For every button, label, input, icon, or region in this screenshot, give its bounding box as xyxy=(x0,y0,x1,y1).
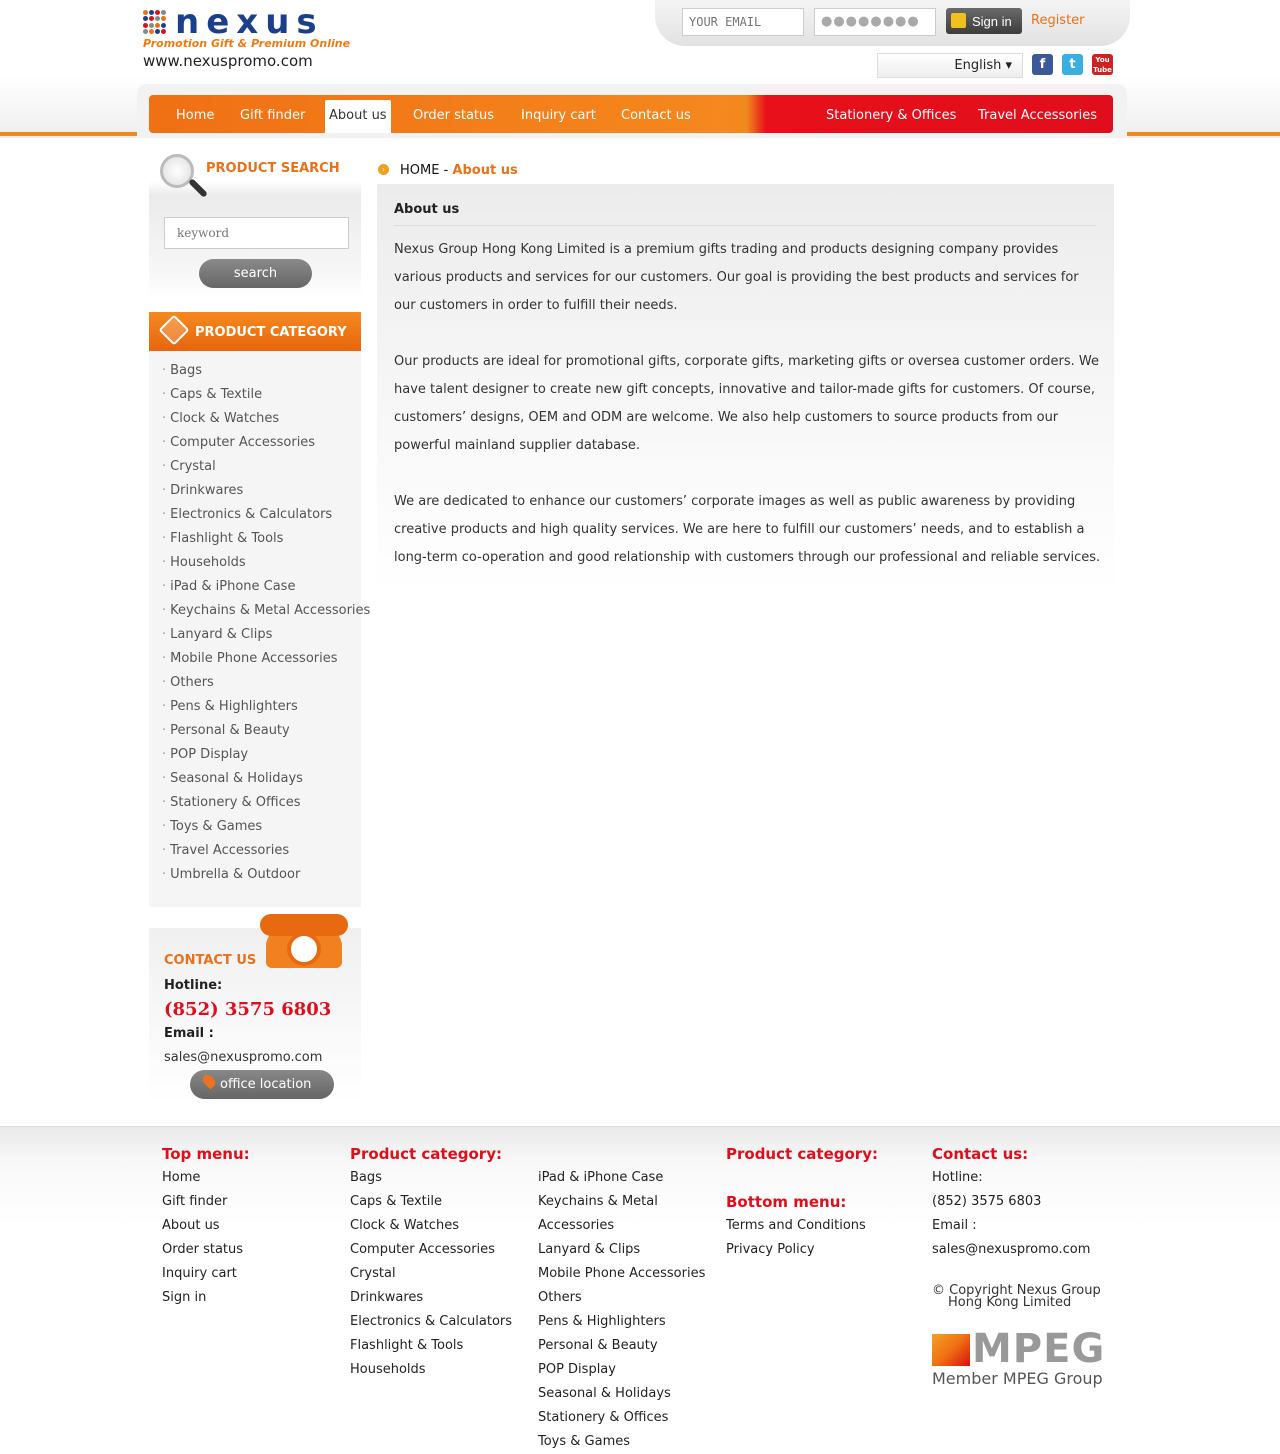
site-logo[interactable] xyxy=(141,2,351,72)
language-select[interactable]: English ▾ xyxy=(877,53,1023,78)
mpeg-logo[interactable] xyxy=(932,1326,1107,1394)
bullet-icon: · xyxy=(162,747,167,762)
footer-category-pens-and-highlighters[interactable]: Pens & Highlighters xyxy=(538,1314,666,1329)
facebook-icon[interactable]: f xyxy=(1032,54,1053,75)
breadcrumb xyxy=(400,163,518,178)
category-item-label: Umbrella & Outdoor xyxy=(170,867,301,882)
footer-category-ipad-and-iphone-case[interactable]: iPad & iPhone Case xyxy=(538,1170,664,1185)
nav-order-status[interactable]: Order status xyxy=(413,108,495,123)
footer-category-mobile-phone-accessories[interactable]: Mobile Phone Accessories xyxy=(538,1266,706,1281)
bullet-icon: · xyxy=(162,651,167,666)
about-paragraph-2: Our products are ideal for promotional gifts, corporate gifts, marketing gifts or oversea customer orders. We have talent designer to create new gift concepts, innovative and tailor-made gifts for customers. Of course, customers’ designs, OEM and ODM are welcome. We also help customers to source products from our powerful mainland supplier database. xyxy=(394,354,1099,453)
category-item-clock-and-watches[interactable] xyxy=(162,407,370,431)
copyright-line-2: Hong Kong Limited xyxy=(948,1295,1072,1310)
category-list xyxy=(162,359,370,887)
footer-category-seasonal-and-holidays[interactable]: Seasonal & Holidays xyxy=(538,1386,671,1401)
office-location-button[interactable] xyxy=(190,1070,334,1099)
about-paragraph-1: Nexus Group Hong Kong Limited is a premium gifts trading and products designing company provides various products and services for our customers. Our goal is providing the best products and services for our customers in order to fulfill their needs. xyxy=(394,242,1079,313)
footer-product-category xyxy=(350,1142,512,1382)
footer-link-gift-finder[interactable]: Gift finder xyxy=(162,1194,228,1209)
mpeg-mark-icon xyxy=(932,1334,970,1366)
bullet-icon: · xyxy=(162,579,167,594)
category-item-toys-and-games[interactable] xyxy=(162,815,370,839)
category-item-label: Mobile Phone Accessories xyxy=(170,651,338,666)
category-item-label: Bags xyxy=(170,363,203,378)
contact-title: CONTACT US xyxy=(164,953,257,968)
hotline-number: (852) 3575 6803 xyxy=(164,999,332,1020)
bullet-icon: · xyxy=(162,843,167,858)
footer-category-lanyard-and-clips[interactable]: Lanyard & Clips xyxy=(538,1242,641,1257)
footer-link-order-status[interactable]: Order status xyxy=(162,1242,244,1257)
category-item-label: Travel Accessories xyxy=(170,843,290,858)
about-text xyxy=(394,236,1102,600)
category-item-label: Caps & Textile xyxy=(170,387,263,402)
nav-travel-accessories[interactable]: Travel Accessories xyxy=(978,108,1097,123)
product-search-title: PRODUCT SEARCH xyxy=(206,161,340,176)
category-item-pop-display[interactable] xyxy=(162,743,370,767)
password-input[interactable]: ●●●●●●●● xyxy=(814,8,936,36)
footer-category-keychains-and-metal[interactable]: Keychains & Metal xyxy=(538,1194,658,1209)
category-item-label: Pens & Highlighters xyxy=(170,699,298,714)
email-label: Email : xyxy=(164,1026,214,1041)
logo-url: www.nexuspromo.com xyxy=(143,52,313,70)
breadcrumb-separator: - xyxy=(439,163,453,178)
logo-dots-icon xyxy=(143,10,167,34)
footer-category-computer-accessories[interactable]: Computer Accessories xyxy=(350,1242,495,1257)
search-button[interactable]: search xyxy=(199,259,312,288)
footer-product-category-title: Product category: xyxy=(350,1145,502,1163)
category-item-label: POP Display xyxy=(170,747,249,762)
bullet-icon: · xyxy=(162,675,167,690)
footer-product-category-col2 xyxy=(538,1166,705,1454)
footer-category-personal-and-beauty[interactable]: Personal & Beauty xyxy=(538,1338,658,1353)
nav-stationery-offices[interactable]: Stationery & Offices xyxy=(826,108,957,123)
footer-top-menu-title: Top menu: xyxy=(162,1145,250,1163)
category-item-others[interactable] xyxy=(162,671,370,695)
sign-in-label: Sign in xyxy=(972,13,1012,29)
bullet-icon: · xyxy=(162,507,167,522)
twitter-icon[interactable]: t xyxy=(1062,54,1083,75)
category-item-seasonal-and-holidays[interactable] xyxy=(162,767,370,791)
breadcrumb-current: About us xyxy=(452,163,518,178)
category-item-label: Electronics & Calculators xyxy=(170,507,333,522)
footer-category-others[interactable]: Others xyxy=(538,1290,582,1305)
breadcrumb-arrow-icon: › xyxy=(378,164,389,175)
keyword-input[interactable] xyxy=(164,217,349,249)
category-item-lanyard-and-clips[interactable] xyxy=(162,623,370,647)
category-item-personal-and-beauty[interactable] xyxy=(162,719,370,743)
footer-bottom-menu-title: Bottom menu: xyxy=(726,1193,847,1211)
footer-category-bags[interactable]: Bags xyxy=(350,1170,382,1185)
category-item-label: Toys & Games xyxy=(170,819,263,834)
category-item-label: Lanyard & Clips xyxy=(170,627,273,642)
category-item-ipad-and-iphone-case[interactable] xyxy=(162,575,370,599)
sign-in-button[interactable] xyxy=(946,8,1022,34)
footer-category-caps-and-textile[interactable]: Caps & Textile xyxy=(350,1194,442,1209)
category-item-umbrella-and-outdoor[interactable] xyxy=(162,863,370,887)
category-item-bags[interactable] xyxy=(162,359,370,383)
footer-link-inquiry-cart[interactable]: Inquiry cart xyxy=(162,1266,237,1281)
category-item-keychains-and-metal-accessories[interactable] xyxy=(162,599,370,623)
about-paragraph-3: We are dedicated to enhance our customers’ corporate images as well as public awareness by providing creative products and high quality services. We are here to fulfill our customers’ needs, and to establish a long-term co-operation and good relationship with customers through our professional and reliable services. xyxy=(394,494,1101,565)
footer-category-pop-display[interactable]: POP Display xyxy=(538,1362,616,1377)
footer-category-households[interactable]: Households xyxy=(350,1362,426,1377)
footer-contact xyxy=(932,1142,1090,1262)
hotline-label: Hotline: xyxy=(164,978,223,993)
footer-category-clock-and-watches[interactable]: Clock & Watches xyxy=(350,1218,459,1233)
category-item-label: Crystal xyxy=(170,459,216,474)
footer-link-privacy-policy[interactable]: Privacy Policy xyxy=(726,1242,815,1257)
bullet-icon: · xyxy=(162,699,167,714)
category-item-label: iPad & iPhone Case xyxy=(170,579,296,594)
category-item-electronics-and-calculators[interactable] xyxy=(162,503,370,527)
footer-category-accessories[interactable]: Accessories xyxy=(538,1218,615,1233)
footer-link-home[interactable]: Home xyxy=(162,1170,201,1185)
bullet-icon: · xyxy=(162,723,167,738)
nav-home[interactable]: Home xyxy=(176,108,215,123)
footer-link-terms-and-conditions[interactable]: Terms and Conditions xyxy=(726,1218,866,1233)
bullet-icon: · xyxy=(162,795,167,810)
footer-contact-item-sales-nexuspromo-com: sales@nexuspromo.com xyxy=(932,1242,1091,1257)
bullet-icon: · xyxy=(162,387,167,402)
bullet-icon: · xyxy=(162,531,167,546)
category-item-label: Clock & Watches xyxy=(170,411,280,426)
youtube-icon[interactable]: You Tube xyxy=(1093,56,1112,74)
bullet-icon: · xyxy=(162,459,167,474)
footer-category-crystal[interactable]: Crystal xyxy=(350,1266,396,1281)
category-item-label: Personal & Beauty xyxy=(170,723,290,738)
footer-category-electronics-and-calculators[interactable]: Electronics & Calculators xyxy=(350,1314,513,1329)
nav-gift-finder[interactable]: Gift finder xyxy=(240,108,306,123)
footer-contact-item-852-3575-6803: (852) 3575 6803 xyxy=(932,1194,1042,1209)
footer-category-flashlight-and-tools[interactable]: Flashlight & Tools xyxy=(350,1338,464,1353)
bullet-icon: · xyxy=(162,411,167,426)
contact-email-link[interactable]: sales@nexuspromo.com xyxy=(164,1050,323,1065)
copyright-line-1: © Copyright Nexus Group xyxy=(932,1283,1101,1298)
category-item-mobile-phone-accessories[interactable] xyxy=(162,647,370,671)
nav-about-us[interactable]: About us xyxy=(325,100,391,133)
bullet-icon: · xyxy=(162,771,167,786)
category-item-label: Keychains & Metal Accessories xyxy=(170,603,371,618)
category-item-computer-accessories[interactable] xyxy=(162,431,370,455)
footer-product-category-2 xyxy=(726,1142,878,1262)
footer-category-stationery-and-offices[interactable]: Stationery & Offices xyxy=(538,1410,669,1425)
email-input[interactable] xyxy=(682,8,804,36)
footer-contact-item-email: Email : xyxy=(932,1218,977,1233)
category-item-label: Seasonal & Holidays xyxy=(170,771,303,786)
category-item-travel-accessories[interactable] xyxy=(162,839,370,863)
category-item-label: Computer Accessories xyxy=(170,435,316,450)
nav-inquiry-cart[interactable]: Inquiry cart xyxy=(521,108,596,123)
category-item-flashlight-and-tools[interactable] xyxy=(162,527,370,551)
footer-contact-title: Contact us: xyxy=(932,1145,1029,1163)
category-item-crystal[interactable] xyxy=(162,455,370,479)
bullet-icon: · xyxy=(162,483,167,498)
category-item-label: Others xyxy=(170,675,214,690)
office-location-label: office location xyxy=(220,1077,312,1092)
logo-word: nexus xyxy=(175,2,324,42)
category-item-pens-and-highlighters[interactable] xyxy=(162,695,370,719)
sign-in-icon xyxy=(951,13,966,28)
category-item-label: Households xyxy=(170,555,246,570)
bullet-icon: · xyxy=(162,435,167,450)
category-item-stationery-and-offices[interactable] xyxy=(162,791,370,815)
bullet-icon: · xyxy=(162,603,167,618)
mpeg-subtitle: Member MPEG Group xyxy=(932,1369,1103,1388)
footer-product-category-2-title: Product category: xyxy=(726,1145,878,1163)
footer-link-about-us[interactable]: About us xyxy=(162,1218,220,1233)
footer-top-menu xyxy=(162,1142,250,1310)
breadcrumb-home[interactable]: HOME xyxy=(400,163,440,178)
mpeg-word: MPEG xyxy=(972,1326,1106,1372)
category-item-caps-and-textile[interactable] xyxy=(162,383,370,407)
category-item-households[interactable] xyxy=(162,551,370,575)
bullet-icon: · xyxy=(162,867,167,882)
product-category-title: PRODUCT CATEGORY xyxy=(195,325,347,340)
category-item-drinkwares[interactable] xyxy=(162,479,370,503)
logo-tagline: Promotion Gift & Premium Online xyxy=(143,37,351,50)
footer-link-sign-in[interactable]: Sign in xyxy=(162,1290,207,1305)
category-item-label: Flashlight & Tools xyxy=(170,531,284,546)
nav-contact-us[interactable]: Contact us xyxy=(621,108,691,123)
bullet-icon: · xyxy=(162,627,167,642)
category-item-label: Drinkwares xyxy=(170,483,244,498)
map-pin-icon xyxy=(201,1073,218,1090)
footer-contact-item-hotline: Hotline: xyxy=(932,1170,983,1185)
page-title: About us xyxy=(394,202,460,217)
title-divider xyxy=(394,225,1096,226)
register-link[interactable]: Register xyxy=(1031,13,1085,28)
category-item-label: Stationery & Offices xyxy=(170,795,301,810)
bullet-icon: · xyxy=(162,555,167,570)
telephone-icon xyxy=(260,914,348,968)
footer-category-drinkwares[interactable]: Drinkwares xyxy=(350,1290,424,1305)
bullet-icon: · xyxy=(162,819,167,834)
bullet-icon: · xyxy=(162,363,167,378)
footer-category-toys-and-games[interactable]: Toys & Games xyxy=(538,1434,631,1449)
copyright xyxy=(932,1285,1101,1309)
